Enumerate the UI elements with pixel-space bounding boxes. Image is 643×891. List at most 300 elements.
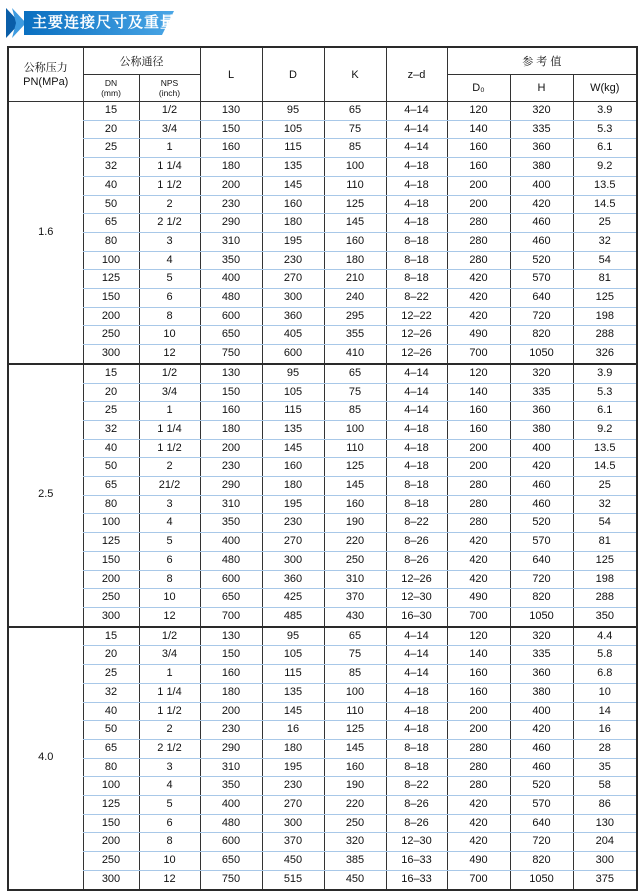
cell-w: 326 — [573, 345, 637, 364]
cell-l: 160 — [200, 665, 262, 684]
cell-nps: 3/4 — [139, 120, 200, 139]
cell-k: 145 — [324, 214, 386, 233]
cell-zd: 4–18 — [386, 158, 447, 177]
cell-w: 5.8 — [573, 646, 637, 665]
cell-d0: 700 — [447, 345, 510, 364]
table-row — [8, 739, 637, 758]
cell-l: 750 — [200, 345, 262, 364]
table-row — [8, 683, 637, 702]
cell-zd: 4–18 — [386, 721, 447, 740]
cell-d: 195 — [262, 232, 324, 251]
cell-dn: 80 — [83, 758, 139, 777]
cell-zd: 8–26 — [386, 533, 447, 552]
cell-dn: 25 — [83, 402, 139, 421]
cell-w: 32 — [573, 495, 637, 514]
cell-nps: 6 — [139, 551, 200, 570]
cell-w: 54 — [573, 251, 637, 270]
table-row — [8, 796, 637, 815]
cell-zd: 8–22 — [386, 514, 447, 533]
cell-w: 58 — [573, 777, 637, 796]
cell-d: 160 — [262, 458, 324, 477]
cell-nps: 2 — [139, 195, 200, 214]
cell-k: 145 — [324, 477, 386, 496]
cell-nps: 10 — [139, 852, 200, 871]
cell-d: 95 — [262, 364, 324, 383]
cell-d0: 490 — [447, 589, 510, 608]
cell-d: 180 — [262, 477, 324, 496]
cell-dn: 40 — [83, 176, 139, 195]
cell-k: 190 — [324, 514, 386, 533]
cell-d: 300 — [262, 814, 324, 833]
cell-d0: 160 — [447, 420, 510, 439]
cell-k: 100 — [324, 683, 386, 702]
cell-h: 1050 — [510, 607, 573, 626]
cell-zd: 16–33 — [386, 852, 447, 871]
table-row — [8, 120, 637, 139]
cell-d: 360 — [262, 570, 324, 589]
cell-d0: 160 — [447, 665, 510, 684]
cell-l: 310 — [200, 232, 262, 251]
cell-h: 460 — [510, 477, 573, 496]
cell-zd: 12–26 — [386, 326, 447, 345]
cell-zd: 4–18 — [386, 683, 447, 702]
cell-d: 115 — [262, 139, 324, 158]
cell-w: 125 — [573, 551, 637, 570]
cell-k: 180 — [324, 251, 386, 270]
table-row — [8, 158, 637, 177]
table-row — [8, 627, 637, 646]
cell-k: 125 — [324, 458, 386, 477]
cell-k: 355 — [324, 326, 386, 345]
cell-nps: 12 — [139, 345, 200, 364]
cell-k: 410 — [324, 345, 386, 364]
cell-l: 160 — [200, 402, 262, 421]
cell-d0: 120 — [447, 627, 510, 646]
cell-w: 375 — [573, 870, 637, 889]
cell-d: 105 — [262, 646, 324, 665]
cell-w: 13.5 — [573, 439, 637, 458]
cell-zd: 8–18 — [386, 251, 447, 270]
cell-h: 1050 — [510, 870, 573, 889]
cell-dn: 20 — [83, 383, 139, 402]
cell-dn: 50 — [83, 721, 139, 740]
cell-d: 145 — [262, 176, 324, 195]
cell-d: 115 — [262, 665, 324, 684]
cell-h: 460 — [510, 214, 573, 233]
cell-w: 14 — [573, 702, 637, 721]
cell-nps: 2 1/2 — [139, 739, 200, 758]
table-row — [8, 514, 637, 533]
cell-nps: 4 — [139, 777, 200, 796]
cell-k: 75 — [324, 120, 386, 139]
cell-k: 450 — [324, 870, 386, 889]
cell-dn: 50 — [83, 458, 139, 477]
cell-nps: 3/4 — [139, 646, 200, 665]
cell-d0: 420 — [447, 307, 510, 326]
cell-l: 180 — [200, 420, 262, 439]
cell-k: 220 — [324, 796, 386, 815]
cell-w: 288 — [573, 589, 637, 608]
table-header — [8, 47, 637, 102]
cell-d: 370 — [262, 833, 324, 852]
cell-w: 28 — [573, 739, 637, 758]
table-row — [8, 777, 637, 796]
cell-k: 310 — [324, 570, 386, 589]
cell-w: 25 — [573, 477, 637, 496]
cell-k: 75 — [324, 646, 386, 665]
cell-k: 295 — [324, 307, 386, 326]
cell-d0: 490 — [447, 326, 510, 345]
cell-zd: 8–18 — [386, 495, 447, 514]
cell-dn: 100 — [83, 251, 139, 270]
cell-l: 230 — [200, 195, 262, 214]
cell-zd: 8–18 — [386, 739, 447, 758]
cell-w: 3.9 — [573, 102, 637, 121]
cell-l: 180 — [200, 683, 262, 702]
header-zd: z–d — [386, 47, 447, 102]
cell-nps: 3 — [139, 758, 200, 777]
table-row — [8, 589, 637, 608]
cell-zd: 12–26 — [386, 345, 447, 364]
cell-zd: 4–18 — [386, 439, 447, 458]
cell-l: 310 — [200, 495, 262, 514]
cell-d0: 700 — [447, 607, 510, 626]
cell-h: 320 — [510, 364, 573, 383]
cell-zd: 16–33 — [386, 870, 447, 889]
cell-h: 320 — [510, 102, 573, 121]
cell-zd: 4–18 — [386, 458, 447, 477]
cell-h: 380 — [510, 420, 573, 439]
cell-l: 600 — [200, 570, 262, 589]
cell-dn: 32 — [83, 420, 139, 439]
cell-nps: 1 1/4 — [139, 158, 200, 177]
cell-dn: 15 — [83, 364, 139, 383]
cell-h: 380 — [510, 158, 573, 177]
table-row — [8, 383, 637, 402]
table-row — [8, 477, 637, 496]
table-row — [8, 439, 637, 458]
cell-k: 85 — [324, 402, 386, 421]
cell-k: 65 — [324, 364, 386, 383]
cell-nps: 8 — [139, 833, 200, 852]
cell-zd: 12–30 — [386, 833, 447, 852]
cell-dn: 200 — [83, 833, 139, 852]
section-title: 主要连接尺寸及重量 — [32, 14, 177, 31]
cell-d0: 700 — [447, 870, 510, 889]
cell-dn: 15 — [83, 627, 139, 646]
cell-zd: 8–26 — [386, 796, 447, 815]
cell-k: 430 — [324, 607, 386, 626]
cell-dn: 150 — [83, 551, 139, 570]
cell-l: 400 — [200, 270, 262, 289]
cell-h: 820 — [510, 589, 573, 608]
cell-dn: 15 — [83, 102, 139, 121]
cell-dn: 65 — [83, 214, 139, 233]
cell-d: 600 — [262, 345, 324, 364]
cell-l: 600 — [200, 833, 262, 852]
cell-w: 6.1 — [573, 402, 637, 421]
cell-zd: 8–18 — [386, 477, 447, 496]
cell-l: 480 — [200, 289, 262, 308]
header-dn: DN (mm) — [83, 75, 139, 102]
cell-zd: 4–14 — [386, 120, 447, 139]
cell-nps: 10 — [139, 326, 200, 345]
cell-d: 195 — [262, 758, 324, 777]
table-row — [8, 364, 637, 383]
cell-h: 520 — [510, 514, 573, 533]
cell-nps: 3/4 — [139, 383, 200, 402]
cell-d: 195 — [262, 495, 324, 514]
cell-d: 270 — [262, 533, 324, 552]
cell-k: 65 — [324, 627, 386, 646]
cell-d0: 120 — [447, 364, 510, 383]
cell-d: 145 — [262, 702, 324, 721]
cell-dn: 25 — [83, 665, 139, 684]
cell-w: 3.9 — [573, 364, 637, 383]
cell-l: 650 — [200, 852, 262, 871]
cell-l: 230 — [200, 458, 262, 477]
cell-d: 180 — [262, 739, 324, 758]
cell-w: 198 — [573, 570, 637, 589]
cell-dn: 100 — [83, 777, 139, 796]
cell-d0: 490 — [447, 852, 510, 871]
cell-l: 480 — [200, 551, 262, 570]
cell-d: 105 — [262, 383, 324, 402]
cell-h: 460 — [510, 758, 573, 777]
cell-k: 190 — [324, 777, 386, 796]
cell-h: 460 — [510, 739, 573, 758]
cell-d0: 420 — [447, 533, 510, 552]
cell-h: 360 — [510, 139, 573, 158]
cell-d: 145 — [262, 439, 324, 458]
cell-zd: 4–14 — [386, 627, 447, 646]
cell-nps: 1 1/2 — [139, 439, 200, 458]
cell-h: 570 — [510, 796, 573, 815]
cell-d: 115 — [262, 402, 324, 421]
cell-zd: 8–18 — [386, 232, 447, 251]
cell-h: 335 — [510, 120, 573, 139]
cell-h: 400 — [510, 439, 573, 458]
cell-d0: 420 — [447, 570, 510, 589]
cell-d0: 420 — [447, 270, 510, 289]
cell-l: 600 — [200, 307, 262, 326]
cell-w: 5.3 — [573, 383, 637, 402]
table-row — [8, 139, 637, 158]
cell-l: 290 — [200, 739, 262, 758]
cell-w: 204 — [573, 833, 637, 852]
cell-d0: 160 — [447, 139, 510, 158]
cell-d0: 420 — [447, 833, 510, 852]
cell-dn: 40 — [83, 702, 139, 721]
cell-nps: 1 — [139, 665, 200, 684]
cell-l: 290 — [200, 477, 262, 496]
cell-nps: 1 1/2 — [139, 702, 200, 721]
table-row — [8, 176, 637, 195]
cell-d0: 280 — [447, 214, 510, 233]
cell-k: 100 — [324, 158, 386, 177]
cell-h: 640 — [510, 551, 573, 570]
cell-d: 450 — [262, 852, 324, 871]
cell-dn: 125 — [83, 533, 139, 552]
cell-nps: 2 — [139, 458, 200, 477]
header-nominal: 公称通径 — [83, 47, 200, 75]
cell-nps: 1 1/4 — [139, 683, 200, 702]
cell-d0: 280 — [447, 514, 510, 533]
pn-cell: 4.0 — [8, 627, 83, 890]
cell-l: 350 — [200, 777, 262, 796]
cell-w: 4.4 — [573, 627, 637, 646]
cell-zd: 8–18 — [386, 758, 447, 777]
cell-dn: 150 — [83, 814, 139, 833]
cell-k: 160 — [324, 232, 386, 251]
cell-d: 425 — [262, 589, 324, 608]
cell-d0: 280 — [447, 251, 510, 270]
cell-k: 250 — [324, 814, 386, 833]
cell-l: 200 — [200, 176, 262, 195]
table-row — [8, 721, 637, 740]
cell-dn: 25 — [83, 139, 139, 158]
cell-w: 81 — [573, 270, 637, 289]
cell-zd: 8–22 — [386, 777, 447, 796]
header-nps: NPS (inch) — [139, 75, 200, 102]
cell-dn: 200 — [83, 570, 139, 589]
cell-d0: 140 — [447, 120, 510, 139]
header-l: L — [200, 47, 262, 102]
cell-zd: 4–18 — [386, 214, 447, 233]
table-row — [8, 326, 637, 345]
pn-cell: 1.6 — [8, 102, 83, 364]
cell-w: 81 — [573, 533, 637, 552]
table-row — [8, 307, 637, 326]
table-body — [8, 102, 637, 890]
cell-nps: 1/2 — [139, 364, 200, 383]
cell-w: 14.5 — [573, 458, 637, 477]
cell-d: 230 — [262, 251, 324, 270]
cell-dn: 32 — [83, 683, 139, 702]
cell-d0: 280 — [447, 232, 510, 251]
cell-d: 135 — [262, 683, 324, 702]
cell-zd: 4–14 — [386, 665, 447, 684]
cell-dn: 200 — [83, 307, 139, 326]
cell-d: 160 — [262, 195, 324, 214]
cell-dn: 300 — [83, 345, 139, 364]
cell-dn: 80 — [83, 495, 139, 514]
cell-d: 95 — [262, 102, 324, 121]
cell-zd: 4–14 — [386, 364, 447, 383]
cell-w: 6.8 — [573, 665, 637, 684]
cell-zd: 4–18 — [386, 176, 447, 195]
cell-d0: 120 — [447, 102, 510, 121]
cell-h: 360 — [510, 402, 573, 421]
cell-d0: 200 — [447, 458, 510, 477]
cell-nps: 3 — [139, 232, 200, 251]
cell-h: 1050 — [510, 345, 573, 364]
cell-d0: 280 — [447, 758, 510, 777]
cell-l: 150 — [200, 646, 262, 665]
cell-dn: 50 — [83, 195, 139, 214]
cell-h: 570 — [510, 533, 573, 552]
cell-h: 640 — [510, 814, 573, 833]
cell-l: 400 — [200, 796, 262, 815]
cell-nps: 1/2 — [139, 102, 200, 121]
cell-d0: 280 — [447, 495, 510, 514]
cell-d: 135 — [262, 420, 324, 439]
cell-d0: 200 — [447, 721, 510, 740]
cell-zd: 8–18 — [386, 270, 447, 289]
cell-zd: 4–18 — [386, 195, 447, 214]
cell-nps: 5 — [139, 533, 200, 552]
cell-d0: 200 — [447, 702, 510, 721]
cell-d0: 280 — [447, 477, 510, 496]
cell-k: 110 — [324, 439, 386, 458]
cell-l: 400 — [200, 533, 262, 552]
table-row — [8, 533, 637, 552]
cell-h: 720 — [510, 833, 573, 852]
cell-dn: 125 — [83, 796, 139, 815]
table-row — [8, 102, 637, 121]
cell-dn: 32 — [83, 158, 139, 177]
cell-l: 130 — [200, 364, 262, 383]
table-row — [8, 702, 637, 721]
cell-d0: 420 — [447, 551, 510, 570]
cell-d: 270 — [262, 796, 324, 815]
cell-d: 230 — [262, 777, 324, 796]
cell-k: 320 — [324, 833, 386, 852]
cell-w: 9.2 — [573, 158, 637, 177]
cell-d: 360 — [262, 307, 324, 326]
cell-l: 350 — [200, 514, 262, 533]
header-k: K — [324, 47, 386, 102]
cell-dn: 250 — [83, 852, 139, 871]
table-row — [8, 195, 637, 214]
cell-d: 230 — [262, 514, 324, 533]
cell-nps: 6 — [139, 289, 200, 308]
cell-l: 650 — [200, 589, 262, 608]
cell-w: 130 — [573, 814, 637, 833]
cell-w: 6.1 — [573, 139, 637, 158]
cell-nps: 8 — [139, 570, 200, 589]
table-row — [8, 570, 637, 589]
spec-table — [7, 46, 638, 891]
cell-zd: 4–18 — [386, 702, 447, 721]
cell-k: 85 — [324, 139, 386, 158]
cell-dn: 125 — [83, 270, 139, 289]
cell-d0: 420 — [447, 814, 510, 833]
cell-l: 230 — [200, 721, 262, 740]
cell-h: 570 — [510, 270, 573, 289]
cell-d: 105 — [262, 120, 324, 139]
section-title-bar — [6, 8, 176, 38]
cell-nps: 4 — [139, 251, 200, 270]
cell-h: 720 — [510, 307, 573, 326]
table-row — [8, 232, 637, 251]
cell-zd: 4–18 — [386, 420, 447, 439]
cell-h: 520 — [510, 777, 573, 796]
cell-d0: 160 — [447, 158, 510, 177]
cell-h: 520 — [510, 251, 573, 270]
cell-d0: 420 — [447, 289, 510, 308]
table-row — [8, 495, 637, 514]
cell-l: 130 — [200, 102, 262, 121]
table-row — [8, 251, 637, 270]
cell-k: 160 — [324, 495, 386, 514]
table-row — [8, 833, 637, 852]
table-row — [8, 870, 637, 889]
cell-h: 420 — [510, 458, 573, 477]
cell-d: 270 — [262, 270, 324, 289]
table-row — [8, 420, 637, 439]
cell-nps: 1/2 — [139, 627, 200, 646]
